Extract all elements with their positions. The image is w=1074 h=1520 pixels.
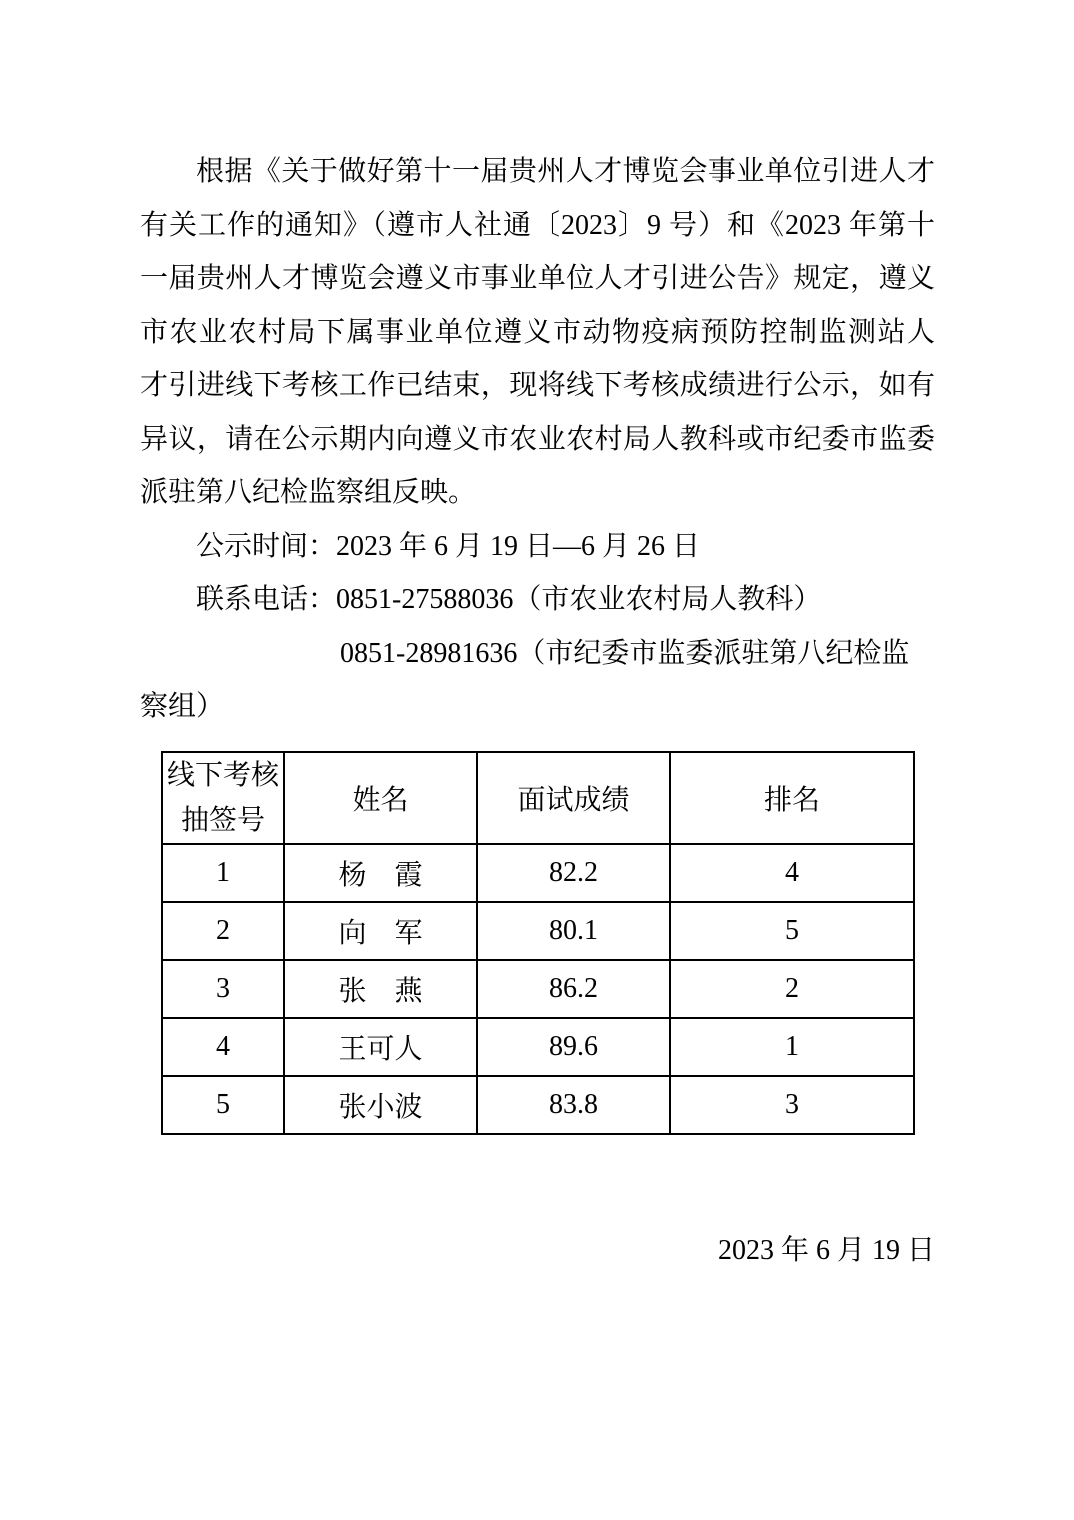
table-row <box>162 1018 914 1076</box>
sign-date: 2023 年 6 月 19 日 <box>717 1234 935 1266</box>
cell-name: 张小波 <box>284 1076 477 1134</box>
table-row <box>162 1076 914 1134</box>
cell-score: 89.6 <box>477 1018 670 1076</box>
cell-name: 王可人 <box>284 1018 477 1076</box>
cell-rank: 3 <box>670 1076 914 1134</box>
cell-name: 杨 霞 <box>284 844 477 902</box>
cell-name: 向 军 <box>284 902 477 960</box>
cell-name: 张 燕 <box>284 960 477 1018</box>
publicity-time-line: 公示时间：2023 年 6 月 19 日—6 月 26 日 <box>196 530 701 562</box>
paragraph-line: 市农业农村局下属事业单位遵义市动物疫病预防控制监测站人 <box>140 316 935 348</box>
header-draw-number <box>162 752 284 844</box>
table-row <box>162 960 914 1018</box>
cell-draw-number: 3 <box>162 960 284 1018</box>
paragraph-line: 异议，请在公示期内向遵义市农业农村局人教科或市纪委市监委 <box>140 423 935 455</box>
header-draw-number-line1: 线下考核 <box>166 759 279 791</box>
notice-content <box>140 145 935 1277</box>
cell-rank: 2 <box>670 960 914 1018</box>
cell-rank: 4 <box>670 844 914 902</box>
cell-score: 80.1 <box>477 902 670 960</box>
cell-rank: 1 <box>670 1018 914 1076</box>
contact-phone-line-1: 联系电话：0851-27588036（市农业农村局人教科） <box>196 584 822 615</box>
cell-score: 83.8 <box>477 1076 670 1134</box>
table-row <box>162 902 914 960</box>
paragraph-line: 派驻第八纪检监察组反映。 <box>140 477 477 508</box>
cell-score: 82.2 <box>477 844 670 902</box>
cell-rank: 5 <box>670 902 914 960</box>
header-draw-number-line2: 抽签号 <box>180 804 265 836</box>
contact-phone-line-2: 0851-28981636（市纪委市监委派驻第八纪检监察组） <box>140 637 910 722</box>
cell-draw-number: 4 <box>162 1018 284 1076</box>
cell-draw-number: 2 <box>162 902 284 960</box>
cell-draw-number: 1 <box>162 844 284 902</box>
header-rank: 排名 <box>670 752 914 844</box>
header-name: 姓名 <box>284 752 477 844</box>
notice-paragraph <box>140 145 935 520</box>
paragraph-line: 根据《关于做好第十一届贵州人才博览会事业单位引进人才 <box>196 156 935 187</box>
paragraph-line: 有关工作的通知》（遵市人社通〔2023〕9 号）和《2023 年第十 <box>140 209 935 241</box>
paragraph-line: 才引进线下考核工作已结束，现将线下考核成绩进行公示，如有 <box>140 370 935 401</box>
notice-info-lines <box>140 520 935 734</box>
table-row <box>162 844 914 902</box>
table-header-row <box>162 752 914 844</box>
cell-draw-number: 5 <box>162 1076 284 1134</box>
interview-score-table <box>161 751 915 1135</box>
header-interview-score: 面试成绩 <box>477 752 670 844</box>
cell-score: 86.2 <box>477 960 670 1018</box>
paragraph-line: 一届贵州人才博览会遵义市事业单位人才引进公告》规定，遵义 <box>140 263 935 294</box>
